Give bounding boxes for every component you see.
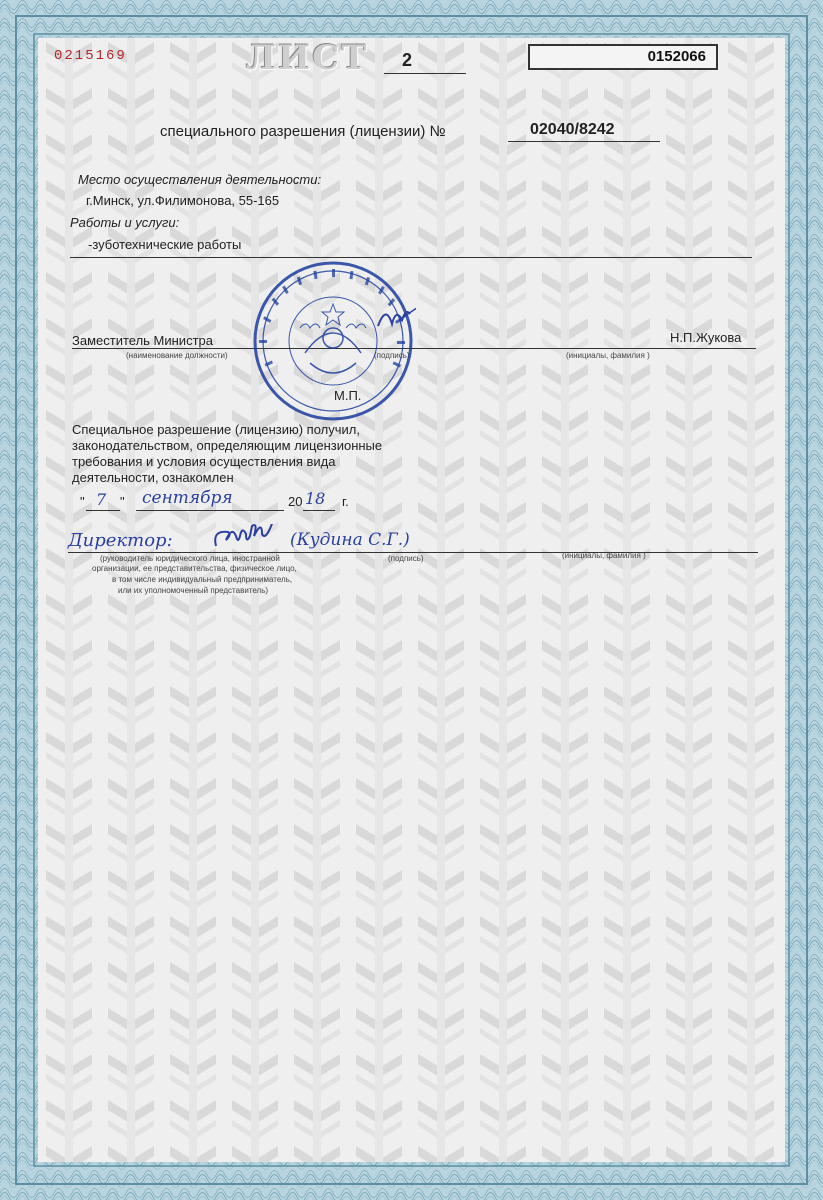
recipient-caption-line-4: или их уполномоченный представитель): [118, 586, 269, 595]
sheet-number-underline: [384, 73, 466, 74]
place-value: г.Минск, ул.Филимонова, 55-165: [86, 193, 280, 208]
date-year-prefix: 20: [288, 494, 303, 509]
caption-signature: (подпись): [374, 351, 410, 360]
recipient-caption-line-2: организации, ее представительства, физическое лицо,: [92, 564, 297, 573]
serial-number: 0215169: [54, 48, 127, 64]
document-title: ЛИСТ: [246, 38, 369, 78]
date-month: сентября: [142, 488, 233, 508]
receipt-text-line-4: деятельности, ознакомлен: [72, 470, 234, 485]
date-month-underline: [136, 510, 284, 511]
caption-name: (инициалы, фамилия ): [566, 351, 650, 360]
recipient-handwritten-name: (Кудина С.Г.): [290, 530, 410, 550]
official-position: Заместитель Министра: [72, 333, 213, 348]
date-day-underline: [86, 510, 120, 511]
date-day: 7: [96, 490, 107, 509]
date-year-unit: г.: [342, 494, 349, 509]
license-number-underline: [508, 141, 660, 142]
date-quote-close: ": [120, 494, 125, 509]
sheet-number: 2: [402, 50, 413, 70]
works-label: Работы и услуги:: [70, 215, 180, 230]
form-number-box: [528, 44, 718, 70]
caption-position: (наименование должности): [126, 351, 228, 360]
recipient-caption-line-1: (руководитель юридического лица, иностранной: [100, 554, 280, 563]
recipient-handwritten-position: Директор:: [68, 530, 173, 551]
date-year-underline: [303, 510, 335, 511]
recipient-caption-signature: (подпись): [388, 554, 424, 563]
state-seal-stamp: [250, 258, 416, 424]
place-label: Место осуществления деятельности:: [78, 172, 322, 187]
receipt-text-line-1: Специальное разрешение (лицензию) получил,: [72, 422, 360, 437]
recipient-signature-line: [68, 552, 758, 553]
recipient-caption-name: (инициалы, фамилия ): [562, 551, 646, 560]
receipt-text-line-2: законодательством, определяющим лицензионные: [72, 438, 383, 453]
license-caption: специального разрешения (лицензии) №: [160, 123, 446, 140]
date-year-suffix: 18: [305, 489, 326, 508]
date-quote-open: ": [80, 494, 85, 509]
receipt-text-line-3: требования и условия осуществления вида: [72, 454, 336, 469]
stamp-place: М.П.: [334, 388, 362, 403]
official-name: Н.П.Жукова: [670, 330, 742, 345]
recipient-caption-line-3: в том числе индивидуальный предприниматель,: [112, 575, 293, 584]
form-number: 0152066: [647, 48, 706, 65]
license-number: 02040/8242: [530, 121, 615, 138]
works-value: -зуботехнические работы: [88, 237, 242, 252]
